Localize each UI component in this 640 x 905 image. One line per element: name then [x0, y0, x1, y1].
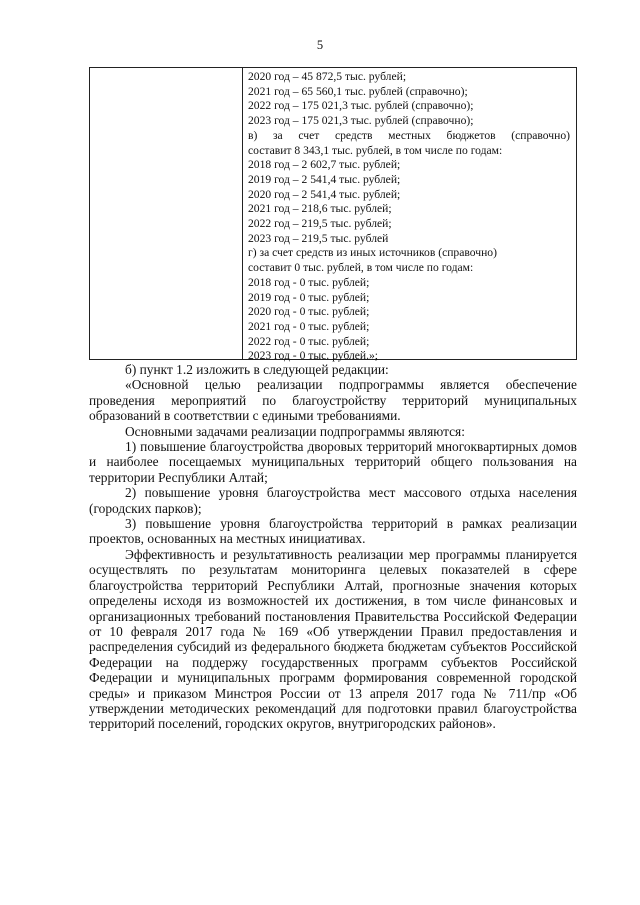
table-line: в) за счет средств местных бюджетов (справочно)	[248, 128, 570, 142]
page-number: 5	[316, 38, 324, 52]
table-line: 2021 год – 218,6 тыс. рублей;	[248, 202, 392, 216]
paragraph: Основными задачами реализации подпрограммы являются:	[125, 423, 465, 439]
table-line: 2019 год - 0 тыс. рублей;	[248, 290, 370, 304]
table-line: 2019 год – 2 541,4 тыс. рублей;	[248, 172, 401, 186]
table-line: 2020 год - 0 тыс. рублей;	[248, 305, 370, 319]
paragraph: б) пункт 1.2 изложить в следующей редакции:	[125, 362, 389, 377]
table-line: г) за счет средств из иных источников (справочно)	[248, 246, 497, 260]
table-line: 2020 год – 45 872,5 тыс. рублей;	[248, 70, 407, 83]
table-line: 2018 год – 2 602,7 тыс. рублей;	[248, 158, 401, 172]
paragraph: «Основной целью реализации подпрограммы является обеспечение проведения мероприятий по благоустройству территорий муниципальных образований в соответствии с едиными требованиями.	[89, 377, 577, 424]
paragraph: 1) повышение благоустройства дворовых территорий многоквартирных домов и наиболее посещаемых муниципальных территорий общего пользования на территории Республики Алтай;	[89, 439, 577, 485]
table-line: 2023 год – 175 021,3 тыс. рублей (справочно);	[248, 114, 474, 128]
table-right-cell	[248, 70, 570, 364]
paragraph: Эффективность и результативность реализации мер программы планируется осуществлять по результатам мониторинга целевых показателей в сфере благоустройства территорий Республики Алтай, прогнозные значения которых определены исходя из возможностей их достижения, в том числе финансовых и организационных требований постановления Правительства Российской Федерации от 10 февраля 2017 года № 169 «Об утверждении Правил предоставления и распределения субсидий из федерального бюджета бюджетам субъектов Российской Федерации на поддержу государственных программ субъектов Российской Федерации и муниципальных программ формирования современной городской среды» и приказом Минстроя России от 13 апреля 2017 года № 711/пр «Об утверждении методических рекомендаций для подготовки правил благоустройства территорий поселений, городских округов, внутригородских районов».	[89, 546, 577, 732]
table-line: составит 0 тыс. рублей, в том числе по годам:	[248, 261, 474, 275]
table-line: 2021 год - 0 тыс. рублей;	[248, 319, 370, 333]
table-line: 2018 год - 0 тыс. рублей;	[248, 275, 370, 289]
table-column-divider	[242, 68, 243, 359]
document-body	[89, 362, 577, 732]
table-line: 2022 год - 0 тыс. рублей;	[248, 334, 370, 348]
table-line: 2023 год - 0 тыс. рублей.»;	[248, 349, 379, 363]
paragraph: 2) повышение уровня благоустройства мест массового отдыха населения (городских парков);	[89, 485, 577, 516]
funding-table	[89, 67, 577, 363]
table-line: 2020 год – 2 541,4 тыс. рублей;	[248, 187, 401, 201]
table-line: 2022 год – 175 021,3 тыс. рублей (справочно);	[248, 99, 474, 113]
table-line: 2023 год – 219,5 тыс. рублей	[248, 231, 389, 245]
table-line: 2021 год – 65 560,1 тыс. рублей (справочно);	[248, 84, 468, 98]
table-line: составит 8 343,1 тыс. рублей, в том числе по годам:	[248, 143, 503, 157]
table-line: 2022 год – 219,5 тыс. рублей;	[248, 217, 392, 231]
paragraph: 3) повышение уровня благоустройства территорий в рамках реализации проектов, основанных на местных инициативах.	[89, 516, 577, 547]
